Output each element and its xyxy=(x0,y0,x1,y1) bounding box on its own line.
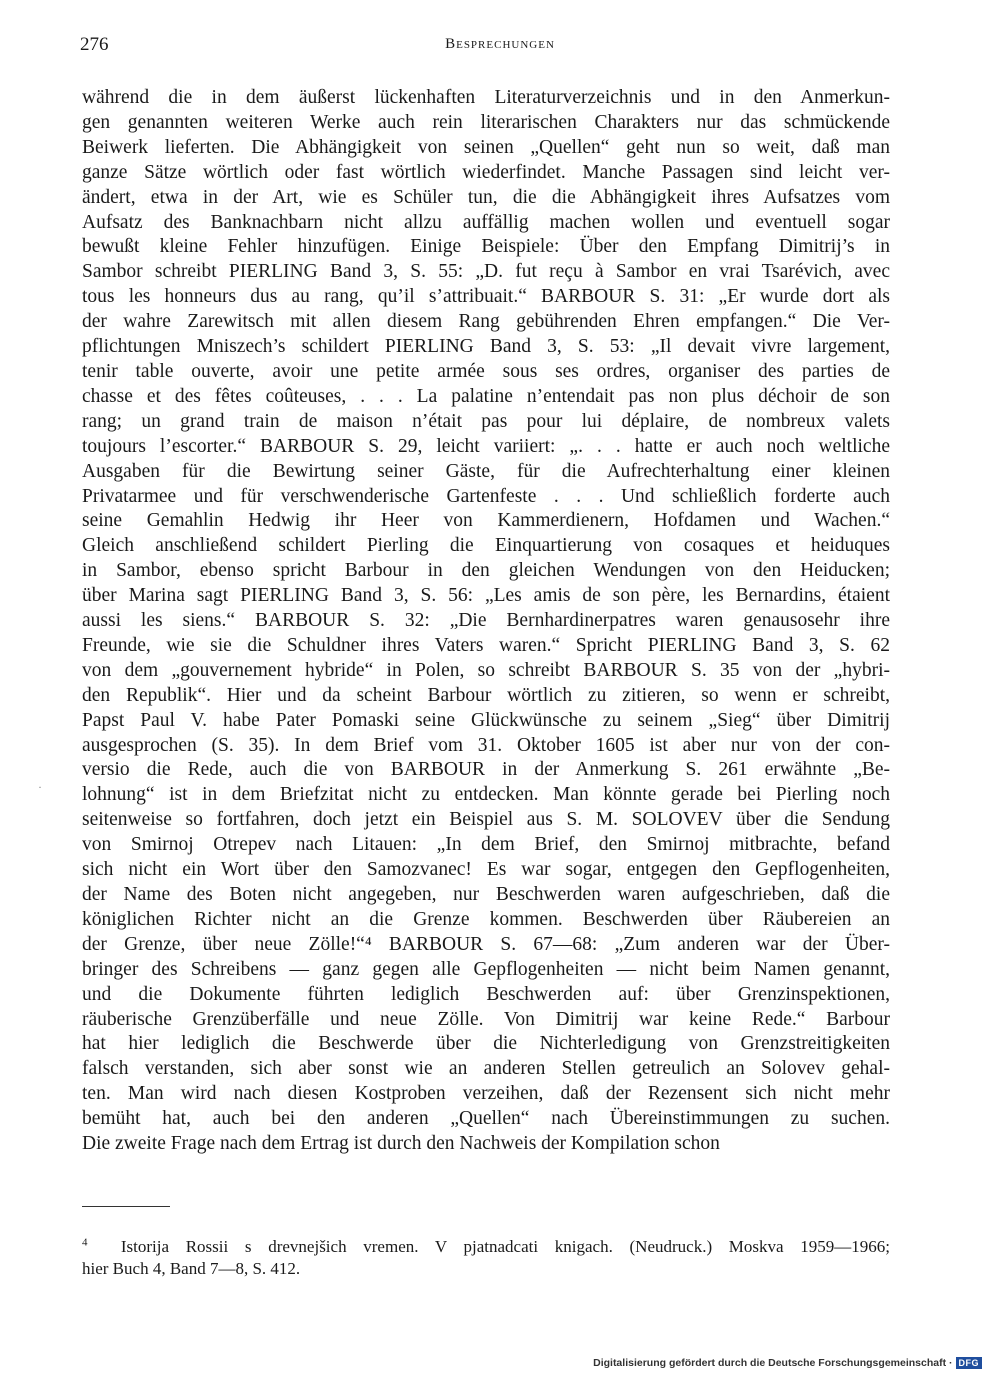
body-line: in Sambor, ebenso spricht Barbour in den gleichen Wendungen von den Heiducken; xyxy=(82,560,890,582)
body-line: während die in dem äußerst lückenhaften Literaturverzeichnis und in den Anmerkun- xyxy=(82,87,890,108)
body-line: Privatarmee und für verschwenderische Gartenfeste . . . Und schließlich forderte auch xyxy=(82,485,890,507)
body-line: lohnung“ ist in dem Briefzitat nicht zu entdecken. Man könnte gerade bei Pierling noch xyxy=(82,784,890,806)
body-line: seine Gemahlin Hedwig ihr Heer von Kammerdienern, Hofdamen und Wachen.“ xyxy=(82,510,890,532)
body-line: und die Dokumente führten lediglich Beschwerden auf: über Grenzinspektionen, xyxy=(82,983,890,1005)
body-line: ändert, etwa in der Art, wie es Schüler tun, die die Abhängigkeit ihres Aufsatzes vom xyxy=(82,186,890,208)
body-line: den Republik“. Hier und da scheint Barbour wörtlich zu zitieren, so wenn er schreibt, xyxy=(82,684,890,706)
body-line: toujours l’escorter.“ BARBOUR S. 29, leicht variiert: „. . . hatte er auch noch weltliche xyxy=(82,435,890,457)
body-line: gen genannten weiteren Werke auch rein literarischen Charakters nur das schmückende xyxy=(82,111,890,133)
body-line: über Marina sagt PIERLING Band 3, S. 56: „Les amis de son père, les Bernardins, étaient xyxy=(82,585,890,607)
body-line: bewußt kleine Fehler hinzufügen. Einige Beispiele: Über den Empfang Dimitrij’s in xyxy=(82,236,890,258)
body-line: königlichen Richter nicht an die Grenze kommen. Beschwerden über Räubereien an xyxy=(82,908,890,930)
body-line: rang; un grand train de maison n’était pas pour lui déplaire, de nombreux valets xyxy=(82,410,890,432)
body-text xyxy=(82,86,890,1157)
footnote-rule xyxy=(82,1206,170,1207)
page-number: 276 xyxy=(80,34,109,55)
dfg-banner xyxy=(593,1357,982,1369)
body-line: Papst Paul V. habe Pater Pomaski seine Glückwünsche zu seinem „Sieg“ über Dimitrij xyxy=(82,709,890,731)
body-line: räuberische Grenzüberfälle und neue Zölle. Von Dimitrij war keine Rede.“ Barbour xyxy=(82,1008,890,1030)
body-line: seitenweise so fortfahren, doch jetzt ein Beispiel aus S. M. SOLOVEV über die Sendung xyxy=(82,809,890,831)
body-line: von Smirnoj Otrepev nach Litauen: „In dem Brief, den Smirnoj mitbrachte, befand xyxy=(82,834,890,856)
footnote-text-2: hier Buch 4, Band 7—8, S. 412. xyxy=(82,1258,301,1278)
body-line: von dem „gouvernement hybride“ in Polen, so schreibt BARBOUR S. 35 von der „hybri- xyxy=(82,659,890,681)
body-line: Aufsatz des Banknachbarn nicht allzu auffällig machen wollen und eventuell sogar xyxy=(82,211,890,233)
body-line: ausgesprochen (S. 35). In dem Brief vom 31. Oktober 1605 ist aber nur von der con- xyxy=(82,734,890,756)
body-line: tous les honneurs dus au rang, qu’il s’attribuait.“ BARBOUR S. 31: „Er wurde dort als xyxy=(82,286,890,308)
running-head: Besprechungen xyxy=(445,36,555,52)
body-line: Beiwerk lieferten. Die Abhängigkeit von seinen „Quellen“ geht nun so weit, daß man xyxy=(82,136,890,158)
body-line: der Name des Boten nicht angegeben, nur Beschwerden waren aufgeschrieben, daß die xyxy=(82,884,890,905)
body-line: sich nicht ein Wort über den Samozvanec! Es war sogar, entgegen den Gepflogenheiten, xyxy=(82,859,890,881)
footnote xyxy=(82,1236,890,1279)
body-line: bringer des Schreibens — ganz gegen alle Gepflogenheiten — nicht beim Namen genannt, xyxy=(82,958,890,980)
footnote-marker: 4 xyxy=(82,1236,88,1249)
body-line: ganze Sätze wörtlich oder fast wörtlich wiederfindet. Manche Passagen sind leicht ver- xyxy=(82,161,890,183)
body-line: Gleich anschließend schildert Pierling die Einquartierung von cosaques et heiduques xyxy=(82,535,890,557)
dfg-logo: DFG xyxy=(956,1357,983,1369)
body-line: falsch verstanden, sich aber sonst wie an anderen Stellen getreulich an Solovev gehal- xyxy=(82,1058,890,1080)
footnote-line xyxy=(82,1236,890,1258)
body-line: bemüht hat, auch bei den anderen „Quellen“ nach Übereinstimmungen zu suchen. xyxy=(82,1108,890,1130)
footnote-text-1: Istorija Rossii s drevnejšich vremen. V pjatnadcati knigach. (Neudruck.) Moskva 1959—1966; xyxy=(120,1237,890,1256)
dfg-banner-text: Digitalisierung gefördert durch die Deutsche Forschungsgemeinschaft · xyxy=(593,1357,953,1369)
body-line: hat hier lediglich die Beschwerde über die Nichterledigung von Grenzstreitigkeiten xyxy=(82,1033,890,1055)
body-line: chasse et des fêtes coûteuses, . . . La palatine n’entendait pas non plus déchoir de son xyxy=(82,385,890,407)
body-line: Freunde, wie sie die Schuldner ihres Vaters waren.“ Spricht PIERLING Band 3, S. 62 xyxy=(82,634,890,656)
body-line: der wahre Zarewitsch mit allen diesem Rang gebührenden Ehren empfangen.“ Die Ver- xyxy=(82,311,890,333)
body-line: pflichtungen Mniszech’s schildert PIERLING Band 3, S. 53: „Il devait vivre largement, xyxy=(82,336,890,358)
body-line: Die zweite Frage nach dem Ertrag ist durch den Nachweis der Kompilation schon xyxy=(82,1133,720,1155)
body-line: versio die Rede, auch die von BARBOUR in der Anmerkung S. 261 erwähnte „Be- xyxy=(82,759,890,781)
body-line: ten. Man wird nach diesen Kostproben verzeihen, daß der Rezensent sich nicht mehr xyxy=(82,1083,890,1105)
body-line: der Grenze, über neue Zölle!“⁴ BARBOUR S. 67—68: „Zum anderen war der Über- xyxy=(82,933,890,955)
margin-mark: · xyxy=(38,780,42,794)
body-line: Ausgaben für die Bewirtung seiner Gäste, für die Aufrechterhaltung einer kleinen xyxy=(82,460,890,482)
body-line: aussi les siens.“ BARBOUR S. 32: „Die Bernhardinerpatres waren genausosehr ihre xyxy=(82,610,890,632)
body-line: tenir table ouverte, avoir une petite armée sous ses ordres, organiser des parties de xyxy=(82,360,890,382)
body-line: Sambor schreibt PIERLING Band 3, S. 55: „D. fut reçu à Sambor en vrai Tsarévich, avec xyxy=(82,261,890,283)
